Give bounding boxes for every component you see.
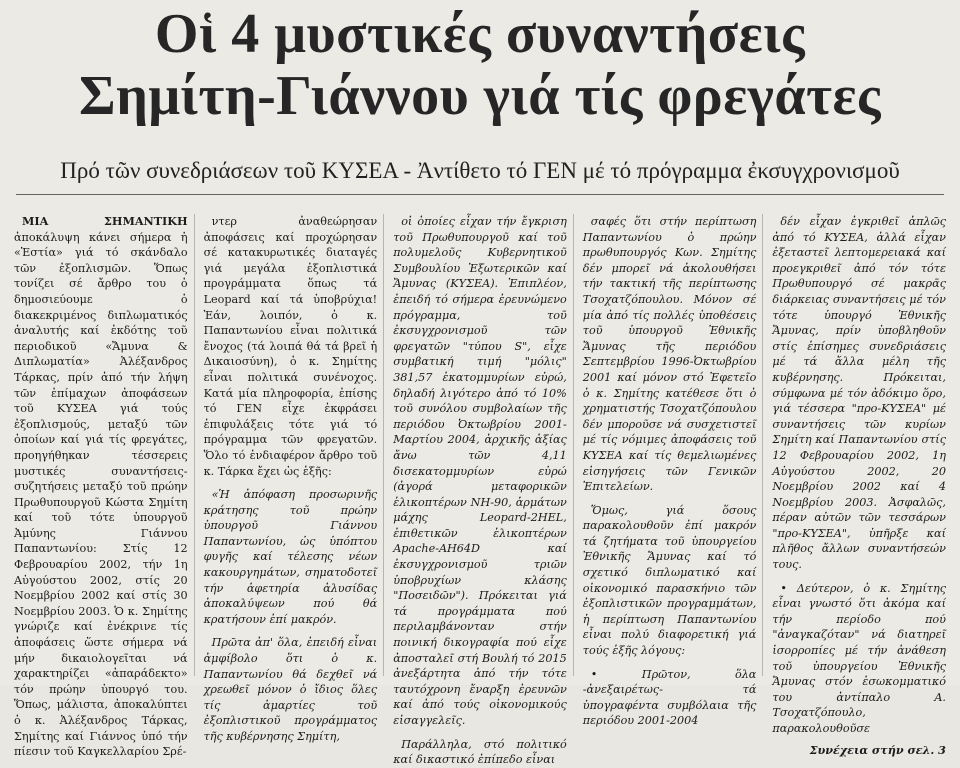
article-columns [14, 214, 952, 767]
headline-line-2: Σημίτη-Γιάννου γιά τίς φρεγάτες [79, 65, 881, 127]
column-3 [393, 214, 574, 767]
column-2-paragraph-3: Πρῶτα ἀπ' ὅλα, ἐπειδή εἶναι ἀμφίβολο ὅτι ὁ κ. Παπαντωνίου θά δεχθεῖ νά χρεωθεῖ μόνον ὁ ἴδιος ὅλες τίς ἁμαρτίες τοῦ ἐξοπλιστικοῦ προγράμματος τῆς κυβέρνησης Σημίτη, [203, 636, 378, 743]
column-2-paragraph-1: ντερ ἀναθεώρησαν ἀποφάσεις καί προχώρησαν σέ κατακυρωτικές διαταγές γιά μεγάλα ἐξοπλιστικά προγράμματα ὅπως τά Leopard καί τά ὑποβρύχια! Ἐάν, λοιπόν, ὁ κ. Παπαντωνίου εἶναι πολιτικά ἔνοχος (τά λοιπά θά τά βρεῖ ἡ Δικαιοσύνη), ὁ κ. Σημίτης εἶναι πολιτικά συνένοχος. Κατά μία πληροφορία, ἐπίσης τό ΓΕΝ εἶχε ἐκφράσει ἐπιφυλάξεις τότε γιά τό πρόγραμμα τῶν φρεγατῶν. Ὅλο τό ἐνδιαφέρον ἄρθρο τοῦ κ. Τάρκα ἔχει ὡς ἑξῆς: [203, 215, 378, 478]
column-1-text: ἀποκάλυψη κάνει σήμερα ἡ «Ἑστία» γιά τό σκάνδαλο τῶν ἐξοπλισμῶν. Ὅπως τονίζει σέ ἄρθρο του ὁ δημοσιεύουμε ὁ διακεκριμένος διπλωματικός ἀναλυτής καί ἐκδότης τοῦ περιοδικοῦ «Ἄμυνα & Διπλωματία» Ἀλέξανδρος Τάρκας, πρίν ἀπό τήν λήψη τῶν ἐπίμαχων ἀποφάσεων τοῦ ΚΥΣΕΑ γιά τούς ἐξοπλισμούς, μεταξύ τῶν ὁποίων καί γιά τίς φρεγάτες, προηγήθηκαν τέσσερεις μυστικές συναντήσεις-συζητήσεις μεταξύ τοῦ πρώην Πρωθυπουργοῦ Κώστα Σημίτη καί τοῦ τότε ὑπουργοῦ Ἀμύνης Γιάννου Παπαντωνίου: Στίς 12 Φεβρουαρίου 2002, τήν 1η Αὐγούστου 2002, στίς 20 Νοεμβρίου 2002 καί στίς 30 Νοεμβρίου 2003. Ὁ κ. Σημίτης γνώριζε καί ἐνέκρινε τίς ἀποφάσεις ὥστε σήμερα νά μήν δικαιολογεῖται νά χαρακτηρίζει «ἀπαράδεκτο» τόν πρώην ὑπουργό του. Ὅπως, μάλιστα, ἀποκαλύπτει ὁ κ. Ἀλέξανδρος Τάρκας, Σημίτης καί Γιάννος ὑπό τήν πίεσιν τοῦ Καγκελλαρίου Σρέ- [14, 230, 188, 759]
column-4-paragraph-3: • Πρῶτον, ὅλα -ἀνεξαιρέτως- τά ὑπογραφέντα συμβόλαια τῆς περιόδου 2001-2004 [582, 667, 757, 728]
headline [0, 4, 960, 128]
column-3-paragraph-1: οἱ ὁποίες εἶχαν τήν ἔγκριση τοῦ Πρωθυπουργοῦ καί τοῦ πολυμελοῦς Κυβερνητικοῦ Συμβουλίου Ἐξωτερικῶν καί Ἄμυνας (ΚΥΣΕΑ). Ἐπιπλέον, ἐπειδή τό σήμερα ἐρευνώμενο πρόγραμμα, τοῦ ἐκσυγχρονισμοῦ τῶν φρεγατῶν "τύπου S", εἶχε συμβατική τιμή "μόλις" 381,57 ἑκατομμυρίων εὐρώ, δηλαδή λιγότερο ἀπό τό 10% τοῦ συνόλου συμβολαίων τῆς περιόδου Ὀκτωβρίου 2001-Μαρτίου 2004, ἀρχικῆς ἀξίας ἄνω τῶν 4,11 δισεκατομμυρίων εὐρώ (ἀγορά μεταφορικῶν ἑλικοπτέρων NH-90, ἁρμάτων μάχης Leopard-2HEL, ἐπιθετικῶν ἑλικοπτέρων Apache-AH64D καί ἐκσυγχρονισμοῦ τριῶν ὑποβρυχίων κλάσης "Ποσειδῶν"). Πρόκειται γιά τά προγράμματα πού περιλαμβάνονταν στήν ποινική δικογραφία πού εἶχε ἀποσταλεῖ στή Βουλή τό 2015 ἀνεξάρτητα ἀπό τήν τότε ταυτόχρονη ἔναρξη ἐρευνῶν καί ἀπό τούς οἰκονομικούς εἰσαγγελεῖς. [393, 215, 567, 727]
column-1-paragraph [14, 214, 188, 760]
divider [16, 194, 944, 195]
column-5-paragraph-1: δέν εἶχαν ἐγκριθεῖ ἁπλῶς ἀπό τό ΚΥΣΕΑ, ἀλλά εἶχαν ἐξεταστεῖ λεπτομερειακά καί προεγκριθεῖ ἀπό τόν τότε Πρωθυπουργό σέ μακρᾶς διάρκειας συναντήσεις μέ τόν τότε ὑπουργό Ἐθνικῆς Ἄμυνας, πρίν ὑποβληθοῦν στίς ἐπίσημες συνεδριάσεις μέ τά ἄλλα μέλη τῆς κυβέρνησης. Πρόκειται, σύμφωνα μέ τόν ἀδόκιμο ὅρο, γιά τέσσερα "προ-ΚΥΣΕΑ" μέ συναντήσεις τῶν κυρίων Σημίτη καί Παπαντωνίου στίς 12 Φεβρουαρίου 2002, 1η Αὐγούστου 2002, 20 Νοεμβρίου 2002 καί 4 Νοεμβρίου 2003. Ἀσφαλῶς, πέραν αὐτῶν τῶν τεσσάρων "προ-ΚΥΣΕΑ", ὑπῆρξε καί πλῆθος ἄλλων συναντήσεών τους. [772, 215, 946, 572]
column-4-paragraph-1: σαφές ὅτι στήν περίπτωση Παπαντωνίου ὁ πρώην πρωθυπουργός Κων. Σημίτης δέν μπορεῖ νά ἀκολουθήσει τήν τακτική τῆς περίπτωσης Τσοχατζόπουλου. Μόνον σέ μία ἀπό τίς πολλές ὑποθέσεις τοῦ ὑπουργοῦ Ἐθνικῆς Ἄμυνας τῆς περιόδου Σεπτεμβρίου 1996-Ὀκτωβρίου 2001 καί μόνον στό Ἐφετεῖο ὁ κ. Σημίτης κατέθεσε ὅτι ὁ χρηματιστής Τσοχατζόπουλου δέν μποροῦσε νά συσχετιστεῖ μέ τίς νόμιμες ἀποφάσεις τοῦ ΚΥΣΕΑ καί τίς θεμελιωμένες εἰσηγήσεις τῶν Γενικῶν Ἐπιτελείων. [582, 215, 757, 494]
column-3-paragraph-2: Παράλληλα, στό πολιτικό καί δικαστικό ἐπίπεδο εἶναι [393, 737, 567, 767]
column-2-paragraph-2: «Ἡ ἀπόφαση προσωρινῆς κράτησης τοῦ πρώην ὑπουργοῦ Γιάννου Παπαντωνίου, ὡς ὑπόπτου φυγῆς καί τέλεσης νέων κακουργημάτων, σηματοδοτεῖ τήν ἀφετηρία ἁλυσίδας ἀποκαλύψεων πού θά κρατήσουν ἐπί μακρόν. [203, 488, 378, 626]
subheadline: Πρό τῶν συνεδριάσεων τοῦ ΚΥΣΕΑ - Ἀντίθετο τό ΓΕΝ μέ τό πρόγραμμα ἐκσυγχρονισμοῦ [60, 158, 900, 183]
continued-on-page: Συνέχεια στήν σελ. 3 [809, 742, 946, 757]
headline-line-1: Οἱ 4 μυστικές συναντήσεις [154, 3, 806, 65]
column-5 [772, 214, 952, 757]
column-4 [582, 214, 764, 728]
column-4-paragraph-2: Ὅμως, γιά ὅσους παρακολουθοῦν ἐπί μακρόν τά ζητήματα τοῦ ὑπουργείου Ἐθνικῆς Ἄμυνας καί τό σχετικό διπλωματικό καί οἰκονομικό παρασκήνιο τῶν ἐξοπλιστικῶν προγραμμάτων, ἡ περίπτωση Παπαντωνίου εἶναι πολύ διαφορετική γιά τούς ἑξῆς λόγους: [582, 503, 757, 658]
lead-in: ΜΙΑ ΣΗΜΑΝΤΙΚΗ [22, 214, 188, 228]
column-1 [14, 214, 195, 759]
column-5-paragraph-2: • Δεύτερον, ὁ κ. Σημίτης εἶναι γνωστό ὅτι ἀκόμα καί τήν περίοδο πού "ἀναγκαζόταν" νά διατηρεῖ ἰσορροπίες μέ τήν ἀνάθεση τοῦ ὑπουργείου Ἐθνικῆς Ἄμυνας στόν ἐσωκομματικό του ἀντίπαλο Α. Τσοχατζόπουλο, παρακολουθοῦσε [772, 581, 946, 735]
column-2 [203, 214, 385, 743]
